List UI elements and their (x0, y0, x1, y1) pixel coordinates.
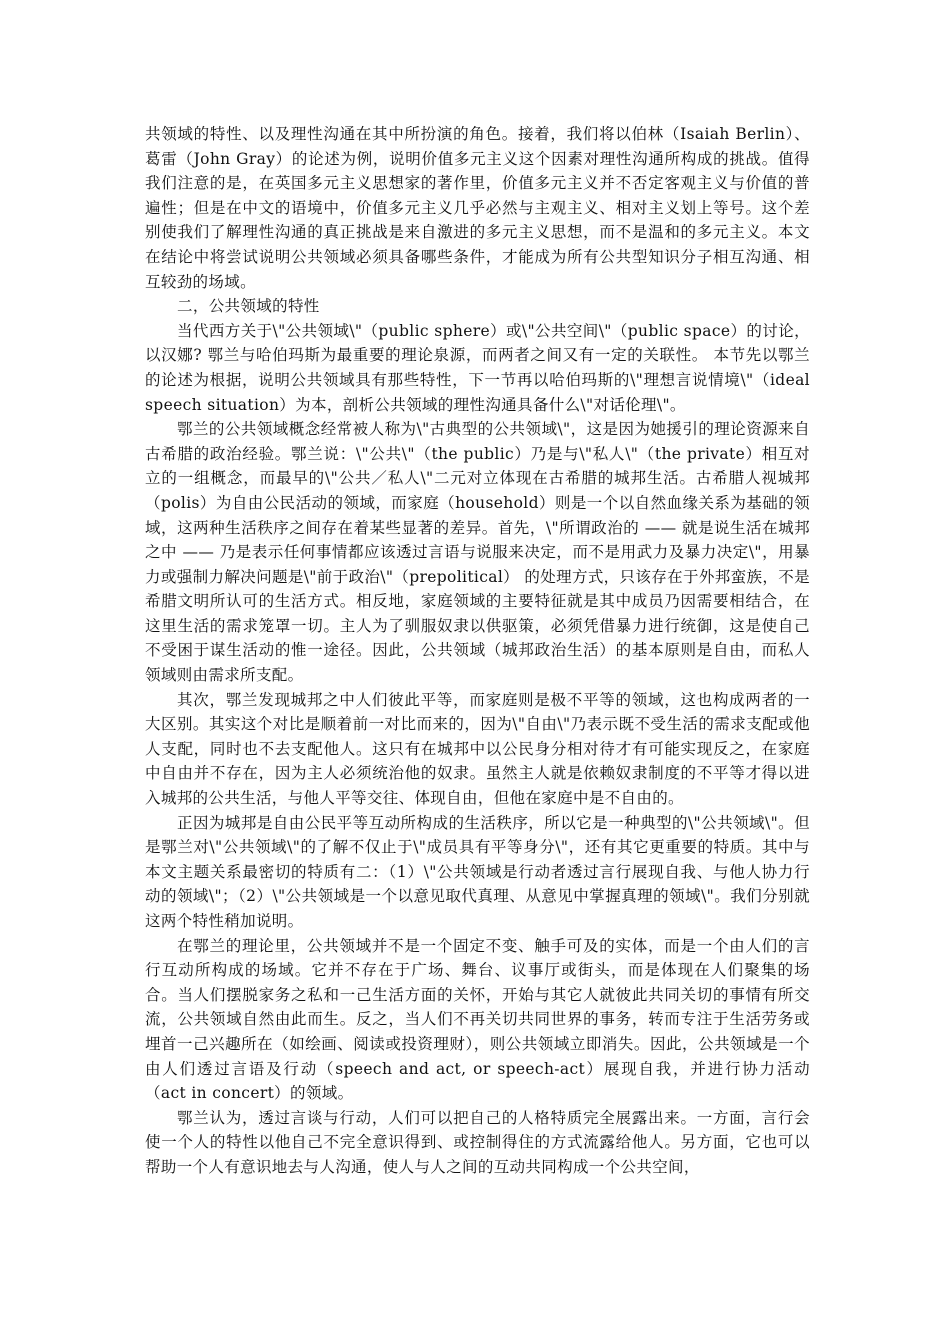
document-page (145, 122, 810, 1180)
paragraph: 鄂兰的公共领域概念经常被人称为\"古典型的公共领域\"，这是因为她援引的理论资源来自古希腊的政治经验。鄂兰说：\"公共\"（the public）乃是与\"私人\"（the private）相互对立的一组概念，而最早的\"公共／私人\"二元对立体现在古希腊的城邦生活。古希腊人视城邦（polis）为自由公民活动的领域，而家庭（household）则是一个以自然血缘关系为基础的领域，这两种生活秩序之间存在着某些显著的差异。首先，\"所谓政治的 —— 就是说生活在城邦之中 —— 乃是表示任何事情都应该透过言语与说服来决定，而不是用武力及暴力决定\"，用暴力或强制力解决问题是\"前于政治\"（prepolitical） 的处理方式，只该存在于外邦蛮族，不是希腊文明所认可的生活方式。相反地，家庭领域的主要特征就是其中成员乃因需要相结合，在这里生活的需求笼罩一切。主人为了驯服奴隶以供驱策，必须凭借暴力进行统御，这是使自己不受困于谋生活动的惟一途径。因此，公共领域（城邦政治生活）的基本原则是自由，而私人领域则由需求所支配。 (145, 420, 810, 685)
paragraph: 鄂兰认为，透过言谈与行动，人们可以把自己的人格特质完全展露出来。一方面，言行会使一个人的特性以他自己不完全意识得到、或控制得住的方式流露给他人。另方面，它也可以帮助一个人有意识地去与人沟通，使人与人之间的互动共同构成一个公共空间， (145, 1108, 810, 1176)
paragraph: 其次，鄂兰发现城邦之中人们彼此平等，而家庭则是极不平等的领域，这也构成两者的一大区别。其实这个对比是顺着前一对比而来的，因为\"自由\"乃表示既不受生活的需求支配或他人支配，同时也不去支配他人。这只有在城邦中以公民身分相对待才有可能实现反之，在家庭中自由并不存在，因为主人必须统治他的奴隶。虽然主人就是依赖奴隶制度的不平等才得以进入城邦的公共生活，与他人平等交往、体现自由，但他在家庭中是不自由的。 (145, 690, 810, 808)
paragraph-continuation: 共领域的特性、以及理性沟通在其中所扮演的角色。接着，我们将以伯林（Isaiah Berlin）、葛雷（John Gray）的论述为例，说明价值多元主义这个因素对理性沟通所构成的挑战。值得我们注意的是，在英国多元主义思想家的著作里，价值多元主义并不否定客观主义与价值的普遍性；但是在中文的语境中，价值多元主义几乎必然与主观主义、相对主义划上等号。这个差别使我们了解理性沟通的真正挑战是来自激进的多元主义思想，而不是温和的多元主义。本文在结论中将尝试说明公共领域必须具备哪些条件，才能成为所有公共型知识分子相互沟通、相互较劲的场域。 (145, 125, 810, 291)
paragraph: 正因为城邦是自由公民平等互动所构成的生活秩序，所以它是一种典型的\"公共领域\"。但是鄂兰对\"公共领域\"的了解不仅止于\"成员具有平等身分\"，还有其它更重要的特质。其中与本文主题关系最密切的特质有二：（1）\"公共领域是行动者透过言行展现自我、与他人协力行动的领域\"；（2）\"公共领域是一个以意见取代真理、从意见中掌握真理的领域\"。我们分别就这两个特性稍加说明。 (145, 813, 810, 930)
paragraph: 在鄂兰的理论里，公共领域并不是一个固定不变、触手可及的实体，而是一个由人们的言行互动所构成的场域。它并不存在于广场、舞台、议事厅或街头，而是体现在人们聚集的场合。当人们摆脱家务之私和一己生活方面的关怀，开始与其它人就彼此共同关切的事情有所交流，公共领域自然由此而生。反之，当人们不再关切共同世界的事务，转而专注于生活劳务或埋首一己兴趣所在（如绘画、阅读或投资理财），则公共领域立即消失。因此，公共领域是一个由人们透过言语及行动（speech and act, or speech-act）展现自我，并进行协力活动（act in concert）的领域。 (145, 936, 810, 1103)
section-heading: 二，公共领域的特性 (177, 297, 320, 316)
paragraph: 当代西方关于\"公共领域\"（public sphere）或\"公共空间\"（public space）的讨论，以汉娜? 鄂兰与哈伯玛斯为最重要的理论泉源，而两者之间又有一定的关联性。 本节先以鄂兰的论述为根据，说明公共领域具有那些特性，下一节再以哈伯玛斯的\"理想言说情境\"（ideal speech situation）为本，剖析公共领域的理性沟通具备什么\"对话伦理\"。 (145, 321, 810, 414)
